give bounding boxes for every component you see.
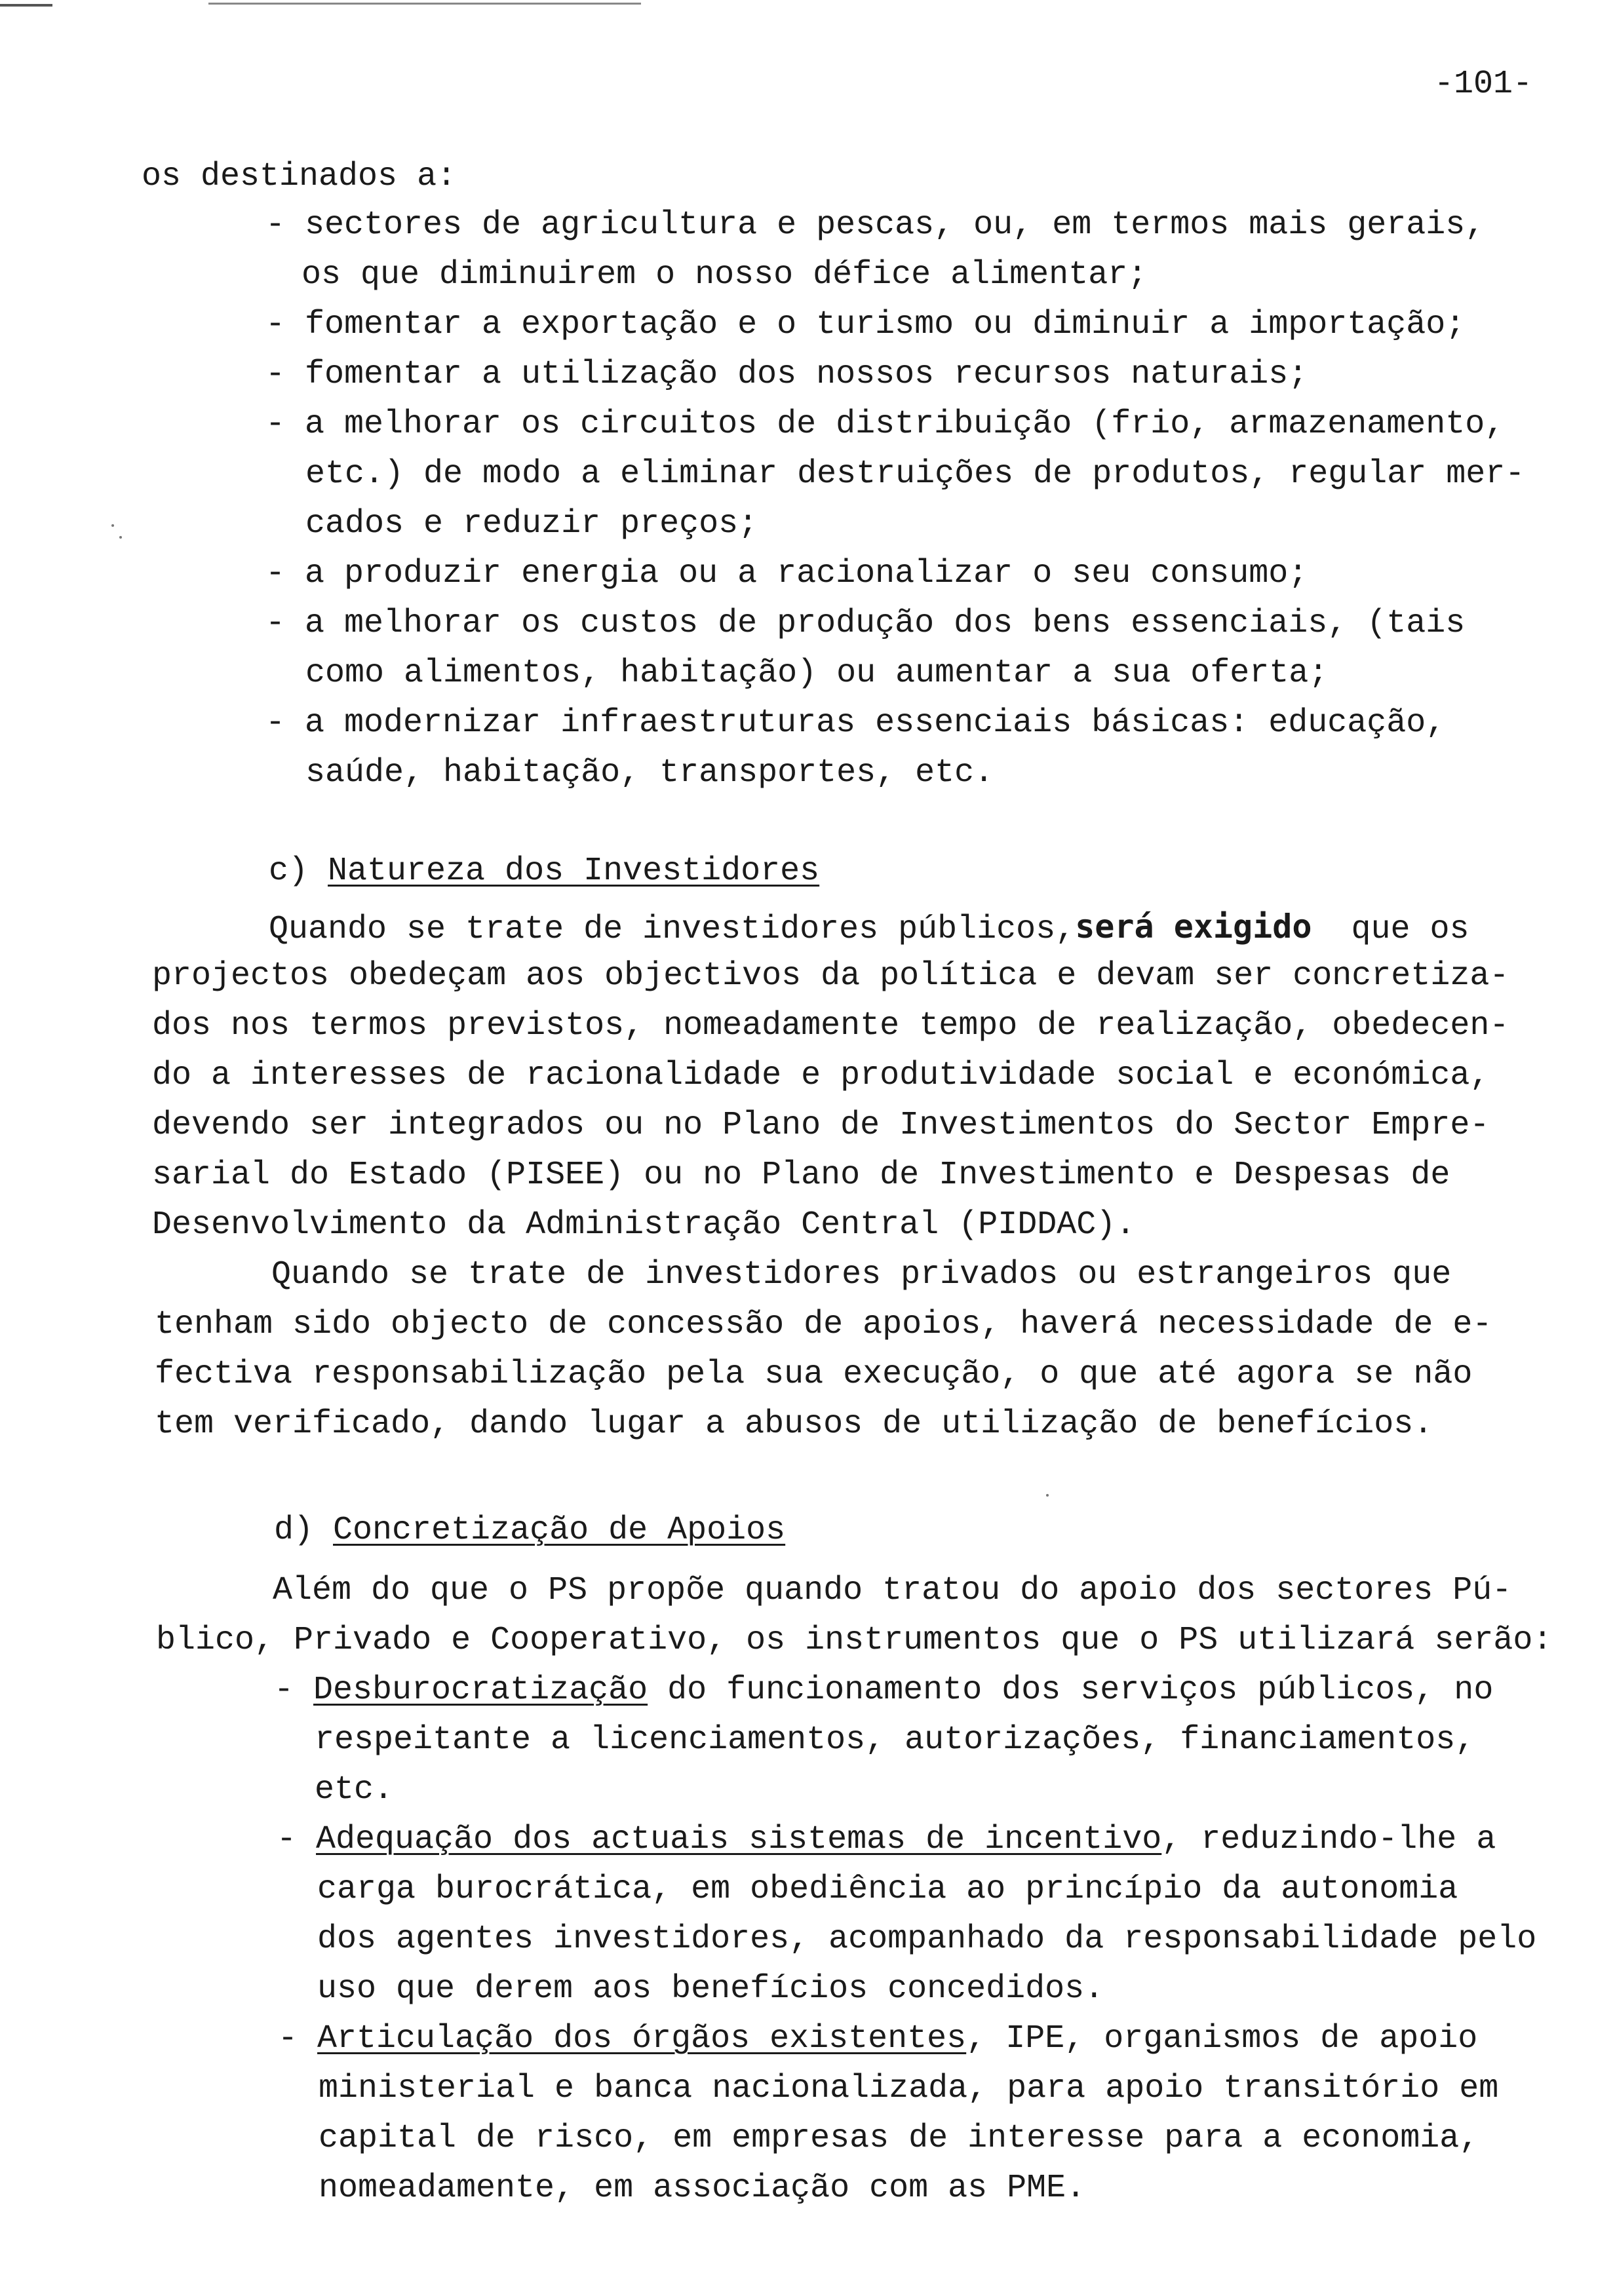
scan-speck: [1046, 1494, 1049, 1497]
section-letter: d): [274, 1512, 334, 1549]
paragraph-line: Desenvolvimento da Administração Central (PIDDAC).: [152, 1206, 1136, 1244]
list-item-continuation: ministerial e banca nacionalizada, para apoio transitório em: [319, 2070, 1499, 2107]
list-item: - fomentar a exportação e o turismo ou diminuir a importação;: [265, 306, 1466, 343]
list-item-continuation: dos agentes investidores, acompanhado da responsabilidade pelo: [317, 1921, 1537, 1958]
paragraph-line: projectos obedeçam aos objectivos da política e devam ser concretiza-: [152, 957, 1509, 995]
list-item: - sectores de agricultura e pescas, ou, em termos mais gerais,: [265, 206, 1485, 244]
list-item-continuation: saúde, habitação, transportes, etc.: [305, 754, 994, 792]
paragraph-line: fectiva responsabilização pela sua execução, o que até agora se não: [155, 1356, 1473, 1393]
paragraph-line: blico, Privado e Cooperativo, os instrumentos que o PS utilizará serão:: [156, 1622, 1553, 1659]
page-number: -101-: [1434, 66, 1533, 103]
list-item-continuation: capital de risco, em empresas de interesse para a economia,: [319, 2120, 1479, 2157]
list-item-continuation: uso que derem aos benefícios concedidos.: [317, 1970, 1104, 2008]
list-intro: os destinados a:: [142, 158, 457, 195]
text-run: , IPE, organismos de apoio: [966, 2020, 1478, 2057]
section-title: Natureza dos Investidores: [328, 852, 820, 890]
paragraph-line: do a interesses de racionalidade e produtividade social e económica,: [152, 1057, 1490, 1094]
text-run: do funcionamento dos serviços públicos, no: [648, 1672, 1494, 1709]
section-heading-c: [269, 852, 819, 891]
scan-speck: [119, 536, 122, 539]
item-heading: Desburocratização: [313, 1672, 648, 1709]
top-rule: [208, 3, 641, 5]
list-item: [274, 1671, 1493, 1710]
text-run: que os: [1312, 911, 1469, 948]
list-item-continuation: os que diminuirem o nosso défice alimentar;: [302, 256, 1148, 294]
list-item: [278, 2019, 1477, 2059]
bullet-dash: -: [277, 1821, 317, 1858]
list-item: - a modernizar infraestruturas essenciais básicas: educação,: [265, 704, 1446, 742]
paragraph-line: sarial do Estado (PISEE) ou no Plano de Investimento e Despesas de: [152, 1157, 1450, 1194]
text-run: Quando se trate de investidores públicos,: [269, 911, 1076, 948]
handwritten-insert: será exigido: [1075, 908, 1312, 946]
paragraph-line: Quando se trate de investidores privados ou estrangeiros que: [271, 1256, 1452, 1293]
section-title: Concretização de Apoios: [333, 1512, 786, 1549]
list-item: - a melhorar os circuitos de distribuição (frio, armazenamento,: [265, 406, 1505, 443]
bullet-dash: -: [278, 2020, 318, 2057]
list-item-continuation: como alimentos, habitação) ou aumentar a sua oferta;: [305, 655, 1329, 692]
bullet-dash: -: [274, 1672, 314, 1709]
list-item-continuation: carga burocrática, em obediência ao princípio da autonomia: [317, 1871, 1458, 1908]
list-item-continuation: respeitante a licenciamentos, autorizações, financiamentos,: [315, 1721, 1475, 1759]
list-item-continuation: etc.) de modo a eliminar destruições de produtos, regular mer-: [305, 455, 1525, 493]
paragraph-line: dos nos termos previstos, nomeadamente tempo de realização, obedecen-: [152, 1007, 1509, 1044]
list-item: - a melhorar os custos de produção dos bens essenciais, (tais: [265, 605, 1466, 642]
list-item: [277, 1820, 1496, 1860]
list-item-continuation: etc.: [315, 1771, 394, 1808]
list-item-continuation: nomeadamente, em associação com as PME.: [319, 2170, 1086, 2207]
item-heading: Articulação dos órgãos existentes: [317, 2020, 967, 2057]
section-letter: c): [269, 852, 328, 890]
list-item-continuation: cados e reduzir preços;: [305, 505, 758, 543]
top-rule-left: [0, 4, 52, 7]
text-run: , reduzindo-lhe a: [1161, 1821, 1496, 1858]
paragraph-line: devendo ser integrados ou no Plano de Investimentos do Sector Empre-: [152, 1107, 1490, 1144]
list-item: - fomentar a utilização dos nossos recursos naturais;: [265, 356, 1308, 393]
item-heading: Adequação dos actuais sistemas de incentivo: [316, 1821, 1162, 1858]
section-heading-d: [274, 1511, 785, 1550]
list-item: - a produzir energia ou a racionalizar o seu consumo;: [265, 555, 1308, 592]
paragraph-line: tenham sido objecto de concessão de apoios, haverá necessidade de e-: [155, 1306, 1492, 1343]
paragraph-line: [269, 907, 1469, 949]
paragraph-line: tem verificado, dando lugar a abusos de utilização de benefícios.: [155, 1406, 1433, 1443]
paragraph-line: Além do que o PS propõe quando tratou do apoio dos sectores Pú-: [273, 1572, 1512, 1609]
scan-speck: [111, 524, 114, 527]
